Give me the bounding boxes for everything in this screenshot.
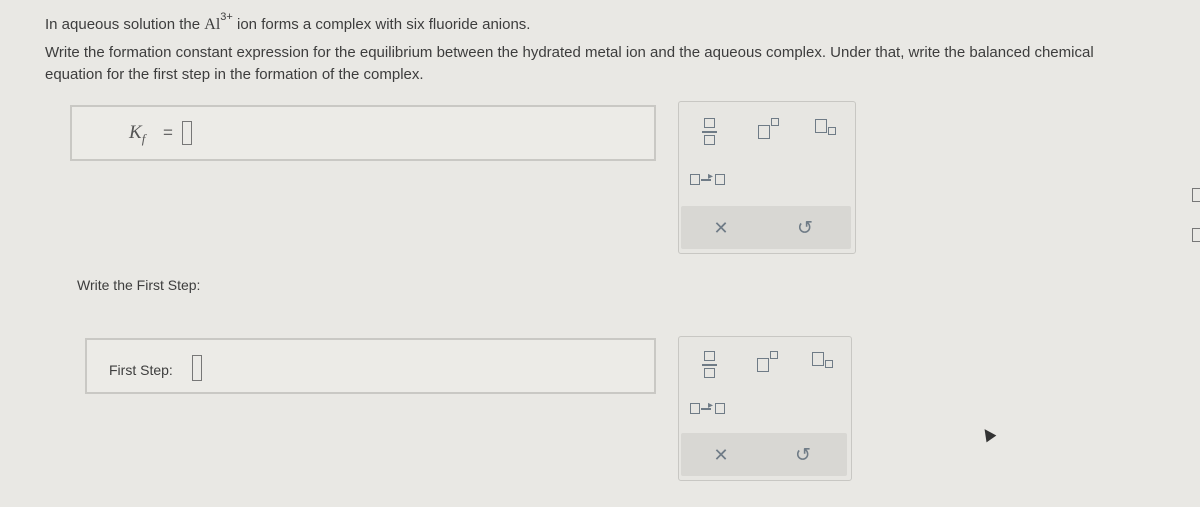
- kf-input-slot[interactable]: [182, 121, 192, 145]
- kf-action-bar: [681, 206, 851, 249]
- ion-charge: 3+: [220, 11, 233, 23]
- intro-before: In aqueous solution the: [45, 16, 205, 33]
- mouse-cursor-icon: [980, 426, 997, 443]
- edge-bracket-icon: [1192, 228, 1200, 242]
- first-step-label: First Step:: [109, 362, 173, 378]
- question-intro: [45, 11, 531, 35]
- instruction-line-1: Write the formation constant expression for the equilibrium between the hydrated metal ion and the aqueous complex. Under that, write the balanced chemical: [45, 44, 1094, 61]
- first-step-input-slot[interactable]: [192, 355, 202, 381]
- kf-tool-panel: [678, 101, 856, 254]
- first-step-answer-box[interactable]: [85, 338, 656, 394]
- arrow-icon[interactable]: ▸: [688, 399, 728, 419]
- fraction-icon[interactable]: [699, 112, 723, 146]
- first-step-action-bar: [681, 433, 847, 476]
- edge-bracket-icon: [1192, 188, 1200, 202]
- arrow-icon[interactable]: ▸: [688, 170, 728, 190]
- clear-icon[interactable]: ✕: [713, 217, 729, 239]
- instruction-line-2: equation for the first step in the formation of the complex.: [45, 66, 424, 83]
- intro-after: ion forms a complex with six fluoride anions.: [232, 16, 531, 33]
- undo-icon[interactable]: ↺: [795, 444, 811, 466]
- undo-icon[interactable]: ↺: [797, 217, 813, 239]
- fraction-icon[interactable]: [699, 345, 723, 379]
- first-step-heading: Write the First Step:: [77, 277, 201, 293]
- superscript-icon[interactable]: [755, 349, 781, 373]
- kf-symbol: $K_f$: [129, 122, 146, 146]
- subscript-icon[interactable]: [813, 116, 839, 140]
- equals-sign: =: [163, 123, 173, 142]
- superscript-icon[interactable]: [756, 116, 782, 140]
- first-step-tool-panel: [678, 336, 852, 481]
- kf-answer-box[interactable]: [70, 105, 656, 161]
- subscript-icon[interactable]: [810, 349, 836, 373]
- ion-symbol: Al: [204, 16, 221, 33]
- clear-icon[interactable]: ✕: [713, 444, 729, 466]
